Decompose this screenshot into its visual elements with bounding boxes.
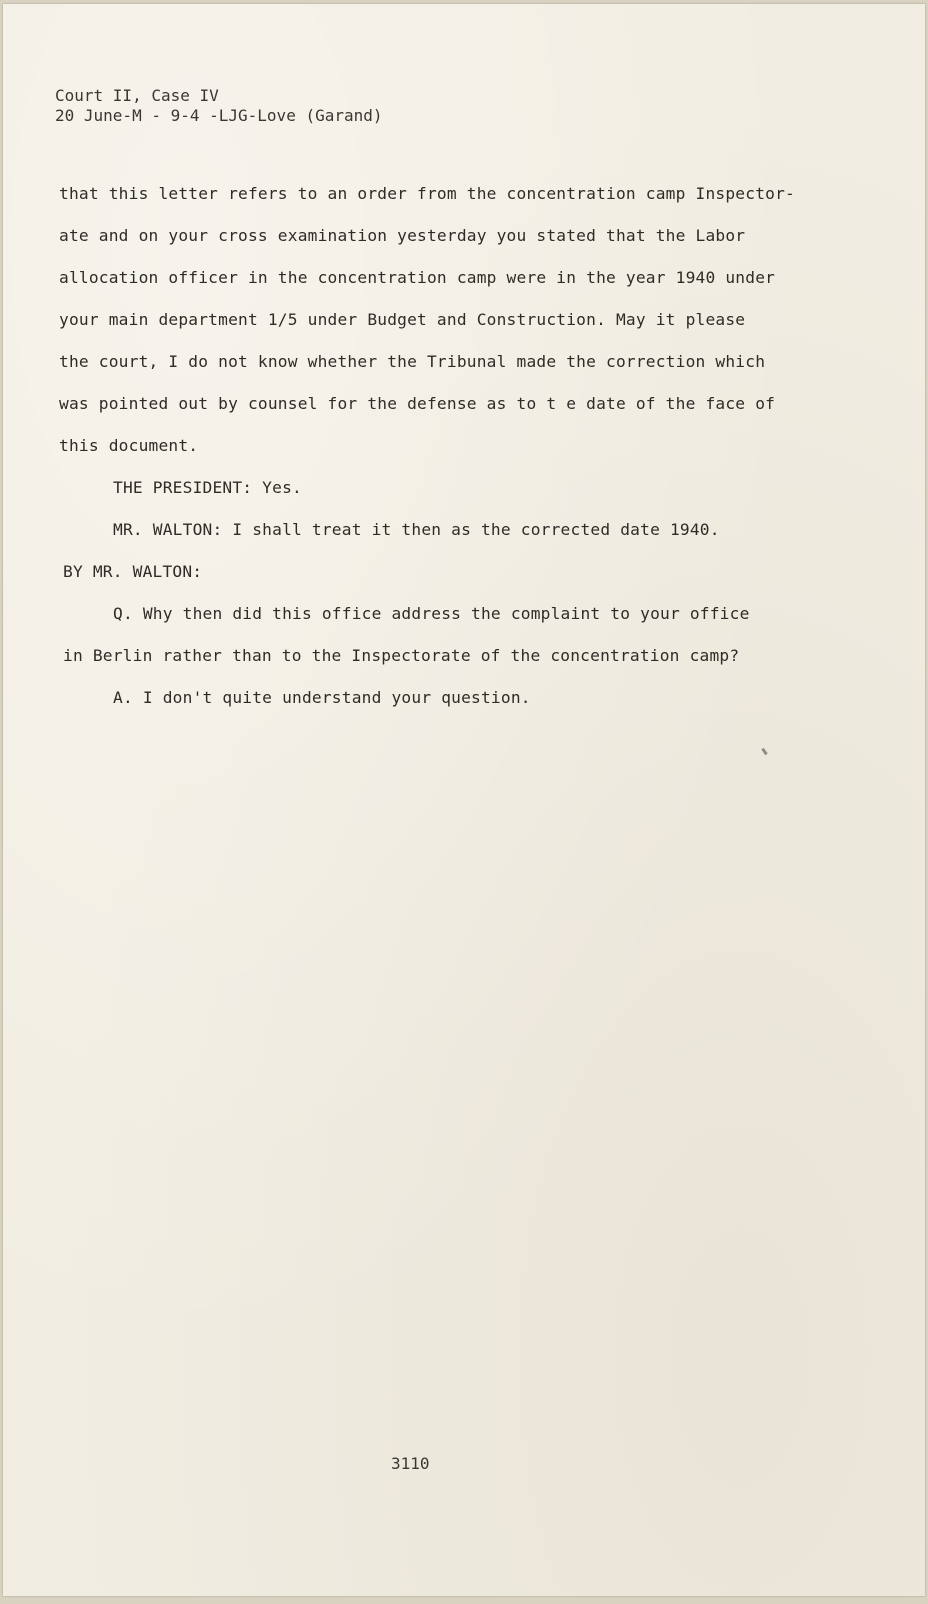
walton-statement: MR. WALTON: I shall treat it then as the corrected date 1940. (113, 520, 720, 539)
body-line: allocation officer in the concentration camp were in the year 1940 under (59, 268, 776, 287)
case-header (55, 86, 383, 126)
page-number: 3110 (391, 1454, 430, 1473)
ink-speck (761, 748, 767, 755)
question-line: Q. Why then did this office address the complaint to your office (113, 604, 750, 623)
body-line: was pointed out by counsel for the defense as to t e date of the face of (59, 394, 776, 413)
document-page (3, 4, 925, 1596)
examiner-heading: BY MR. WALTON: (63, 562, 203, 581)
answer-line: A. I don't quite understand your question. (113, 688, 531, 707)
case-header-court: Court II, Case IV (55, 86, 219, 105)
body-line: your main department 1/5 under Budget and Construction. May it please (59, 310, 746, 329)
case-header-session: 20 June-M - 9-4 -LJG-Love (Garand) (55, 106, 383, 125)
question-line: in Berlin rather than to the Inspectorate of the concentration camp? (63, 646, 740, 665)
body-line: that this letter refers to an order from the concentration camp Inspector- (59, 184, 795, 203)
president-statement: THE PRESIDENT: Yes. (113, 478, 302, 497)
body-line: ate and on your cross examination yesterday you stated that the Labor (59, 226, 746, 245)
body-line: the court, I do not know whether the Tribunal made the correction which (59, 352, 766, 371)
body-line: this document. (59, 436, 199, 455)
